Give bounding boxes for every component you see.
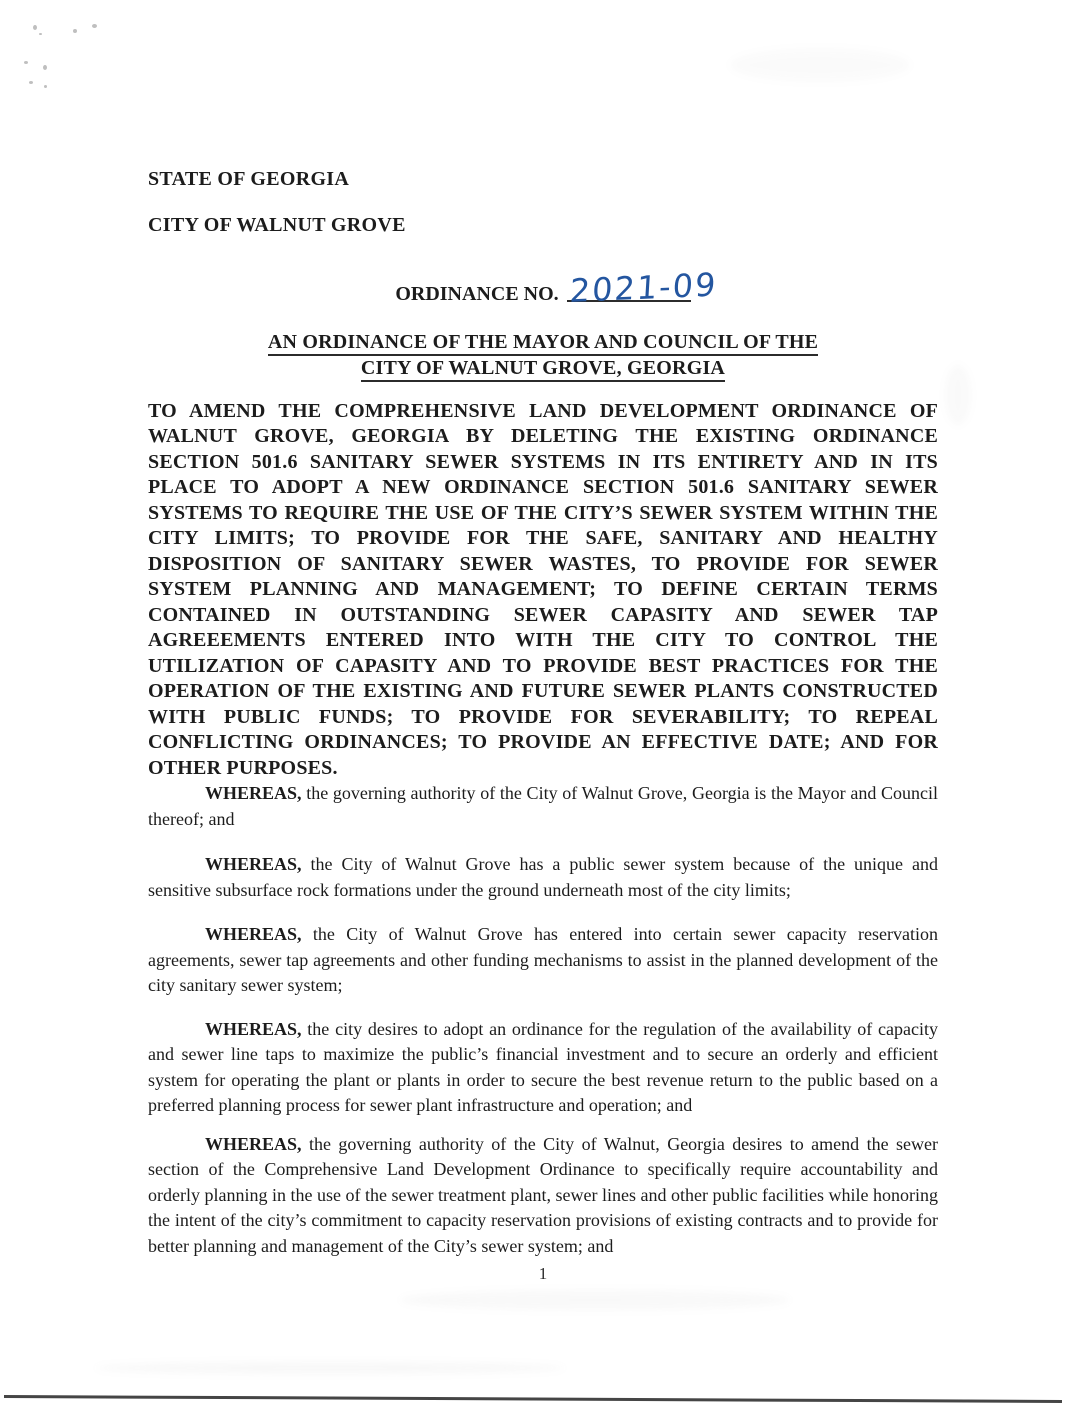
scan-smudge [945,365,971,425]
ordinance-number-label: ORDINANCE NO. [395,283,559,305]
scan-speck [73,29,77,33]
whereas-lead-3: WHEREAS, [205,924,302,944]
scan-speck [29,81,33,84]
whereas-paragraph-1 [148,781,938,832]
scan-speck [24,61,28,64]
whereas-lead-4: WHEREAS, [205,1018,302,1039]
scan-speck [92,24,97,28]
whereas-paragraph-5 [148,1132,938,1260]
whereas-paragraph-3 [148,922,938,999]
ordinance-title-line2-row [148,356,938,383]
ordinance-title-line1-row [148,330,938,357]
whereas-lead-5: WHEREAS, [205,1133,302,1154]
whereas-text-5: the governing authority of the City of Walnut, Georgia desires to amend the sewer section of the Comprehensive Land Development Ordinance to specifically require accountability and orderly planning in the use of the sewer treatment plant, sewer lines and other public facilities while honoring the intent of the city’s commitment to capacity reservation provisions of existing contracts and to provide for better planning and management of the City’s sewer system; and [148,1133,938,1256]
document-content [148,0,938,1284]
whereas-lead-1: WHEREAS, [205,783,302,803]
ordinance-title-line2: CITY OF WALNUT GROVE, GEORGIA [361,357,725,382]
scan-speck [44,85,47,88]
page-number: 1 [538,1264,548,1283]
scan-smudge [95,1362,565,1374]
scan-page-edge-line [4,1395,1062,1402]
state-heading: STATE OF GEORGIA [148,168,350,190]
caption-paragraph: TO AMEND THE COMPREHENSIVE LAND DEVELOPMENT ORDINANCE OF WALNUT GROVE, GEORGIA BY DELETING THE EXISTING ORDINANCE SECTION 501.6 SANITARY SEWER SYSTEMS IN ITS ENTIRETY AND IN ITS PLACE TO ADOPT A NEW ORDINANCE SECTION 501.6 SANITARY SEWER SYSTEMS TO REQUIRE THE USE OF THE CITY’S SEWER SYSTEM WITHIN THE CITY LIMITS; TO PROVIDE FOR THE SAFE, SANITARY AND HEALTHY DISPOSITION OF SANITARY SEWER WASTES, TO PROVIDE FOR SEWER SYSTEM PLANNING AND MANAGEMENT; TO DEFINE CERTAIN TERMS CONTAINED IN OUTSTANDING SEWER CAPASITY AND SEWER TAP AGREEEMENTS ENTERED INTO WITH THE CITY TO CONTROL THE UTILIZATION OF CAPASITY AND TO PROVIDE BEST PRACTICES FOR THE OPERATION OF THE EXISTING AND FUTURE SEWER PLANTS CONSTRUCTED WITH PUBLIC FUNDS; TO PROVIDE FOR SEVERABILITY; TO REPEAL CONFLICTING ORDINANCES; TO PROVIDE AN EFFECTIVE DATE; AND FOR OTHER PURPOSES. [148,399,938,779]
ordinance-title [148,330,938,383]
scan-speck [33,25,37,30]
whereas-paragraph-4 [148,1017,938,1119]
scan-speck [39,33,42,35]
whereas-lead-2: WHEREAS, [205,854,302,874]
ordinance-number-handwritten: 2021-09 [568,264,719,310]
whereas-text-2: the City of Walnut Grove has a public sewer system because of the unique and sensitive subsurface rock formations under the ground underneath most of the city limits; [148,854,938,900]
ordinance-number-blank-line [567,264,719,310]
whereas-text-1: the governing authority of the City of Walnut Grove, Georgia is the Mayor and Council thereof; and [148,783,938,829]
city-heading: CITY OF WALNUT GROVE [148,213,406,236]
whereas-paragraph-2 [148,852,938,903]
scan-speck [43,65,47,70]
whereas-text-3: the City of Walnut Grove has entered into certain sewer capacity reservation agreements, sewer tap agreements and other funding mechanisms to assist in the planned development of the city sanitary sewer system; [148,924,938,995]
scan-smudge [400,1290,790,1310]
ordinance-number-line [148,264,938,310]
ordinance-title-line1: AN ORDINANCE OF THE MAYOR AND COUNCIL OF THE [268,331,818,356]
whereas-text-4: the city desires to adopt an ordinance for the regulation of the availability of capacity and sewer line taps to maximize the public’s financial investment and to secure an orderly and efficient system for operating the plant or plants in order to secure the best revenue return to the public based on a preferred planning process for sewer plant infrastructure and operation; and [148,1018,938,1115]
